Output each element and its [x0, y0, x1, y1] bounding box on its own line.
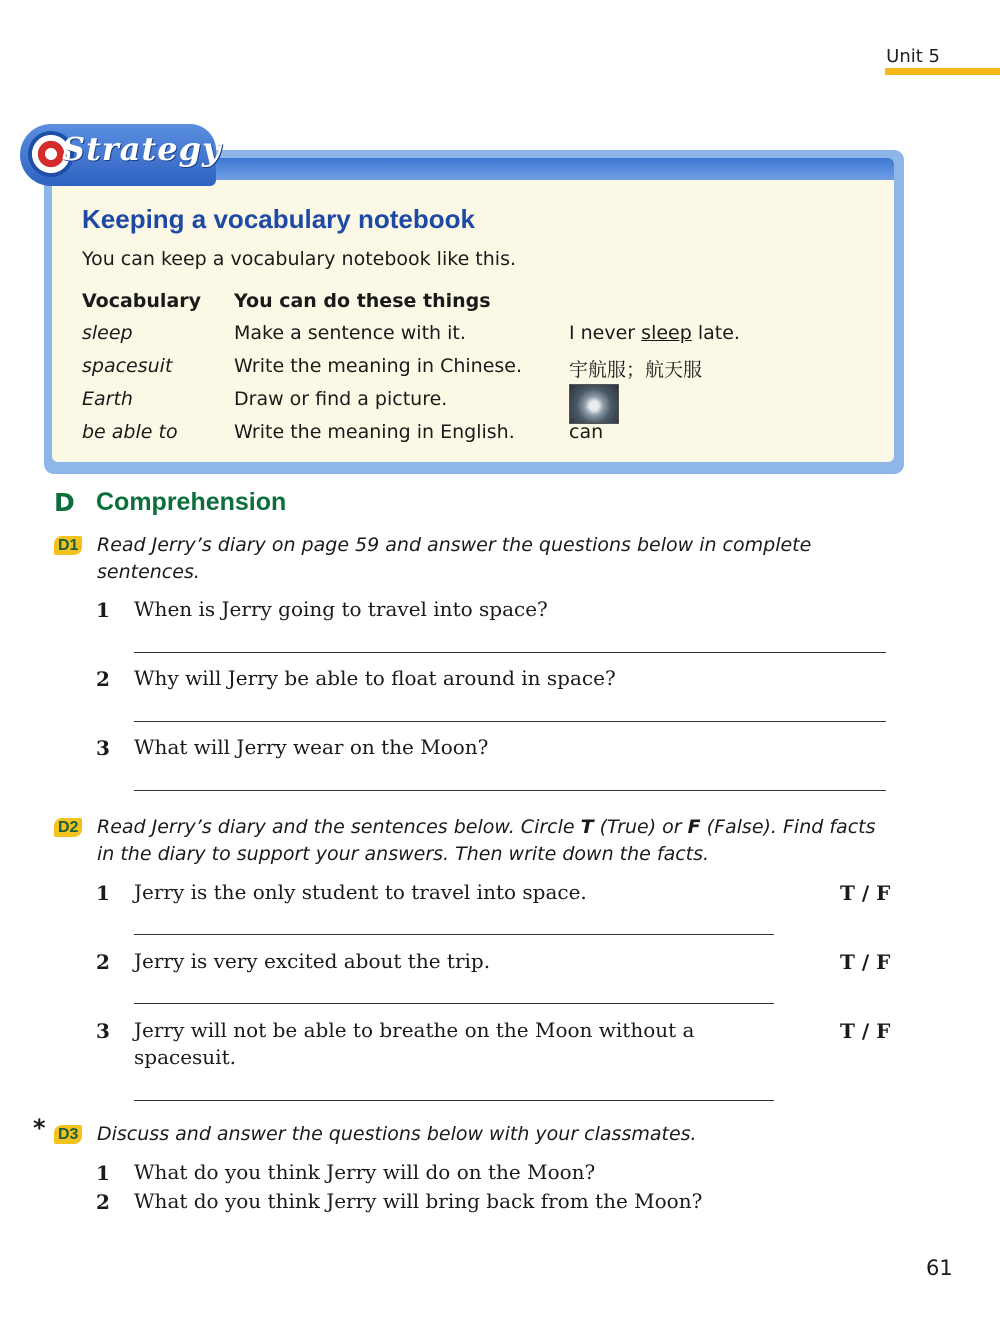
things-column-header: You can do these things [234, 290, 491, 312]
d1-instruction: Read Jerry’s diary on page 59 and answer the questions below in complete sentences. [97, 534, 812, 583]
vocab-word: sleep [82, 322, 133, 344]
d2-statement-number: 2 [96, 950, 110, 974]
underlined-word: sleep [641, 322, 692, 344]
vocab-action: Draw or find a picture. [234, 388, 448, 410]
d3-question: What do you think Jerry will do on the Moon? [134, 1160, 596, 1184]
d3-instruction: Discuss and answer the questions below with your classmates. [97, 1123, 697, 1145]
vocab-example: 宇航服；航天服 [569, 359, 703, 381]
d2-instruction: Read Jerry’s diary and the sentences below. Circle T (True) or F (False). Find facts in the diary to support your answers. Then write down the facts. [97, 816, 876, 865]
strategy-intro: You can keep a vocabulary notebook like this. [82, 248, 517, 270]
answer-line[interactable] [134, 1003, 774, 1004]
vocab-column-header: Vocabulary [82, 290, 202, 312]
true-false-choice[interactable]: T / F [840, 881, 891, 905]
challenge-star: * [33, 1114, 46, 1142]
answer-line[interactable] [134, 1100, 774, 1101]
d1-question: What will Jerry wear on the Moon? [134, 735, 489, 759]
strategy-dotted-divider [200, 178, 890, 180]
strategy-tab-label: Strategy [62, 130, 222, 168]
page-number: 61 [926, 1256, 953, 1280]
d2-statement-number: 1 [96, 881, 110, 905]
d1-question: When is Jerry going to travel into space? [134, 597, 548, 621]
true-false-choice[interactable]: T / F [840, 950, 891, 974]
section-title: Comprehension [96, 488, 287, 516]
d3-badge: D3 [54, 1124, 82, 1144]
d3-question-number: 1 [96, 1161, 110, 1185]
vocab-word: Earth [82, 388, 133, 410]
vocab-example: I never sleep late. [569, 322, 740, 344]
strategy-title: Keeping a vocabulary notebook [82, 204, 475, 234]
d2-statement: Jerry is very excited about the trip. [134, 949, 491, 973]
d2-statement-number: 3 [96, 1019, 110, 1043]
answer-line[interactable] [134, 652, 886, 653]
d2-statement: Jerry is the only student to travel into space. [134, 880, 587, 904]
vocab-word: be able to [82, 421, 178, 443]
vocab-word: spacesuit [82, 355, 173, 377]
vocab-action: Write the meaning in English. [234, 421, 515, 443]
d1-question: Why will Jerry be able to float around in space? [134, 666, 616, 690]
d3-question: What do you think Jerry will bring back from the Moon? [134, 1189, 703, 1213]
vocab-action: Write the meaning in Chinese. [234, 355, 523, 377]
unit-label: Unit 5 [886, 46, 940, 67]
true-false-choice[interactable]: T / F [840, 1019, 891, 1043]
answer-line[interactable] [134, 721, 886, 722]
section-letter: D [54, 488, 75, 517]
d1-question-number: 2 [96, 667, 110, 691]
d2-statement: Jerry will not be able to breathe on the Moon without a spacesuit. [134, 1018, 695, 1069]
d2-badge: D2 [54, 817, 82, 837]
d1-question-number: 1 [96, 598, 110, 622]
earth-picture [569, 384, 619, 424]
unit-accent-bar [885, 68, 1000, 75]
d1-badge: D1 [54, 535, 82, 555]
vocab-action: Make a sentence with it. [234, 322, 466, 344]
vocab-example: can [569, 421, 604, 443]
answer-line[interactable] [134, 934, 774, 935]
d1-question-number: 3 [96, 736, 110, 760]
answer-line[interactable] [134, 790, 886, 791]
d3-question-number: 2 [96, 1190, 110, 1214]
